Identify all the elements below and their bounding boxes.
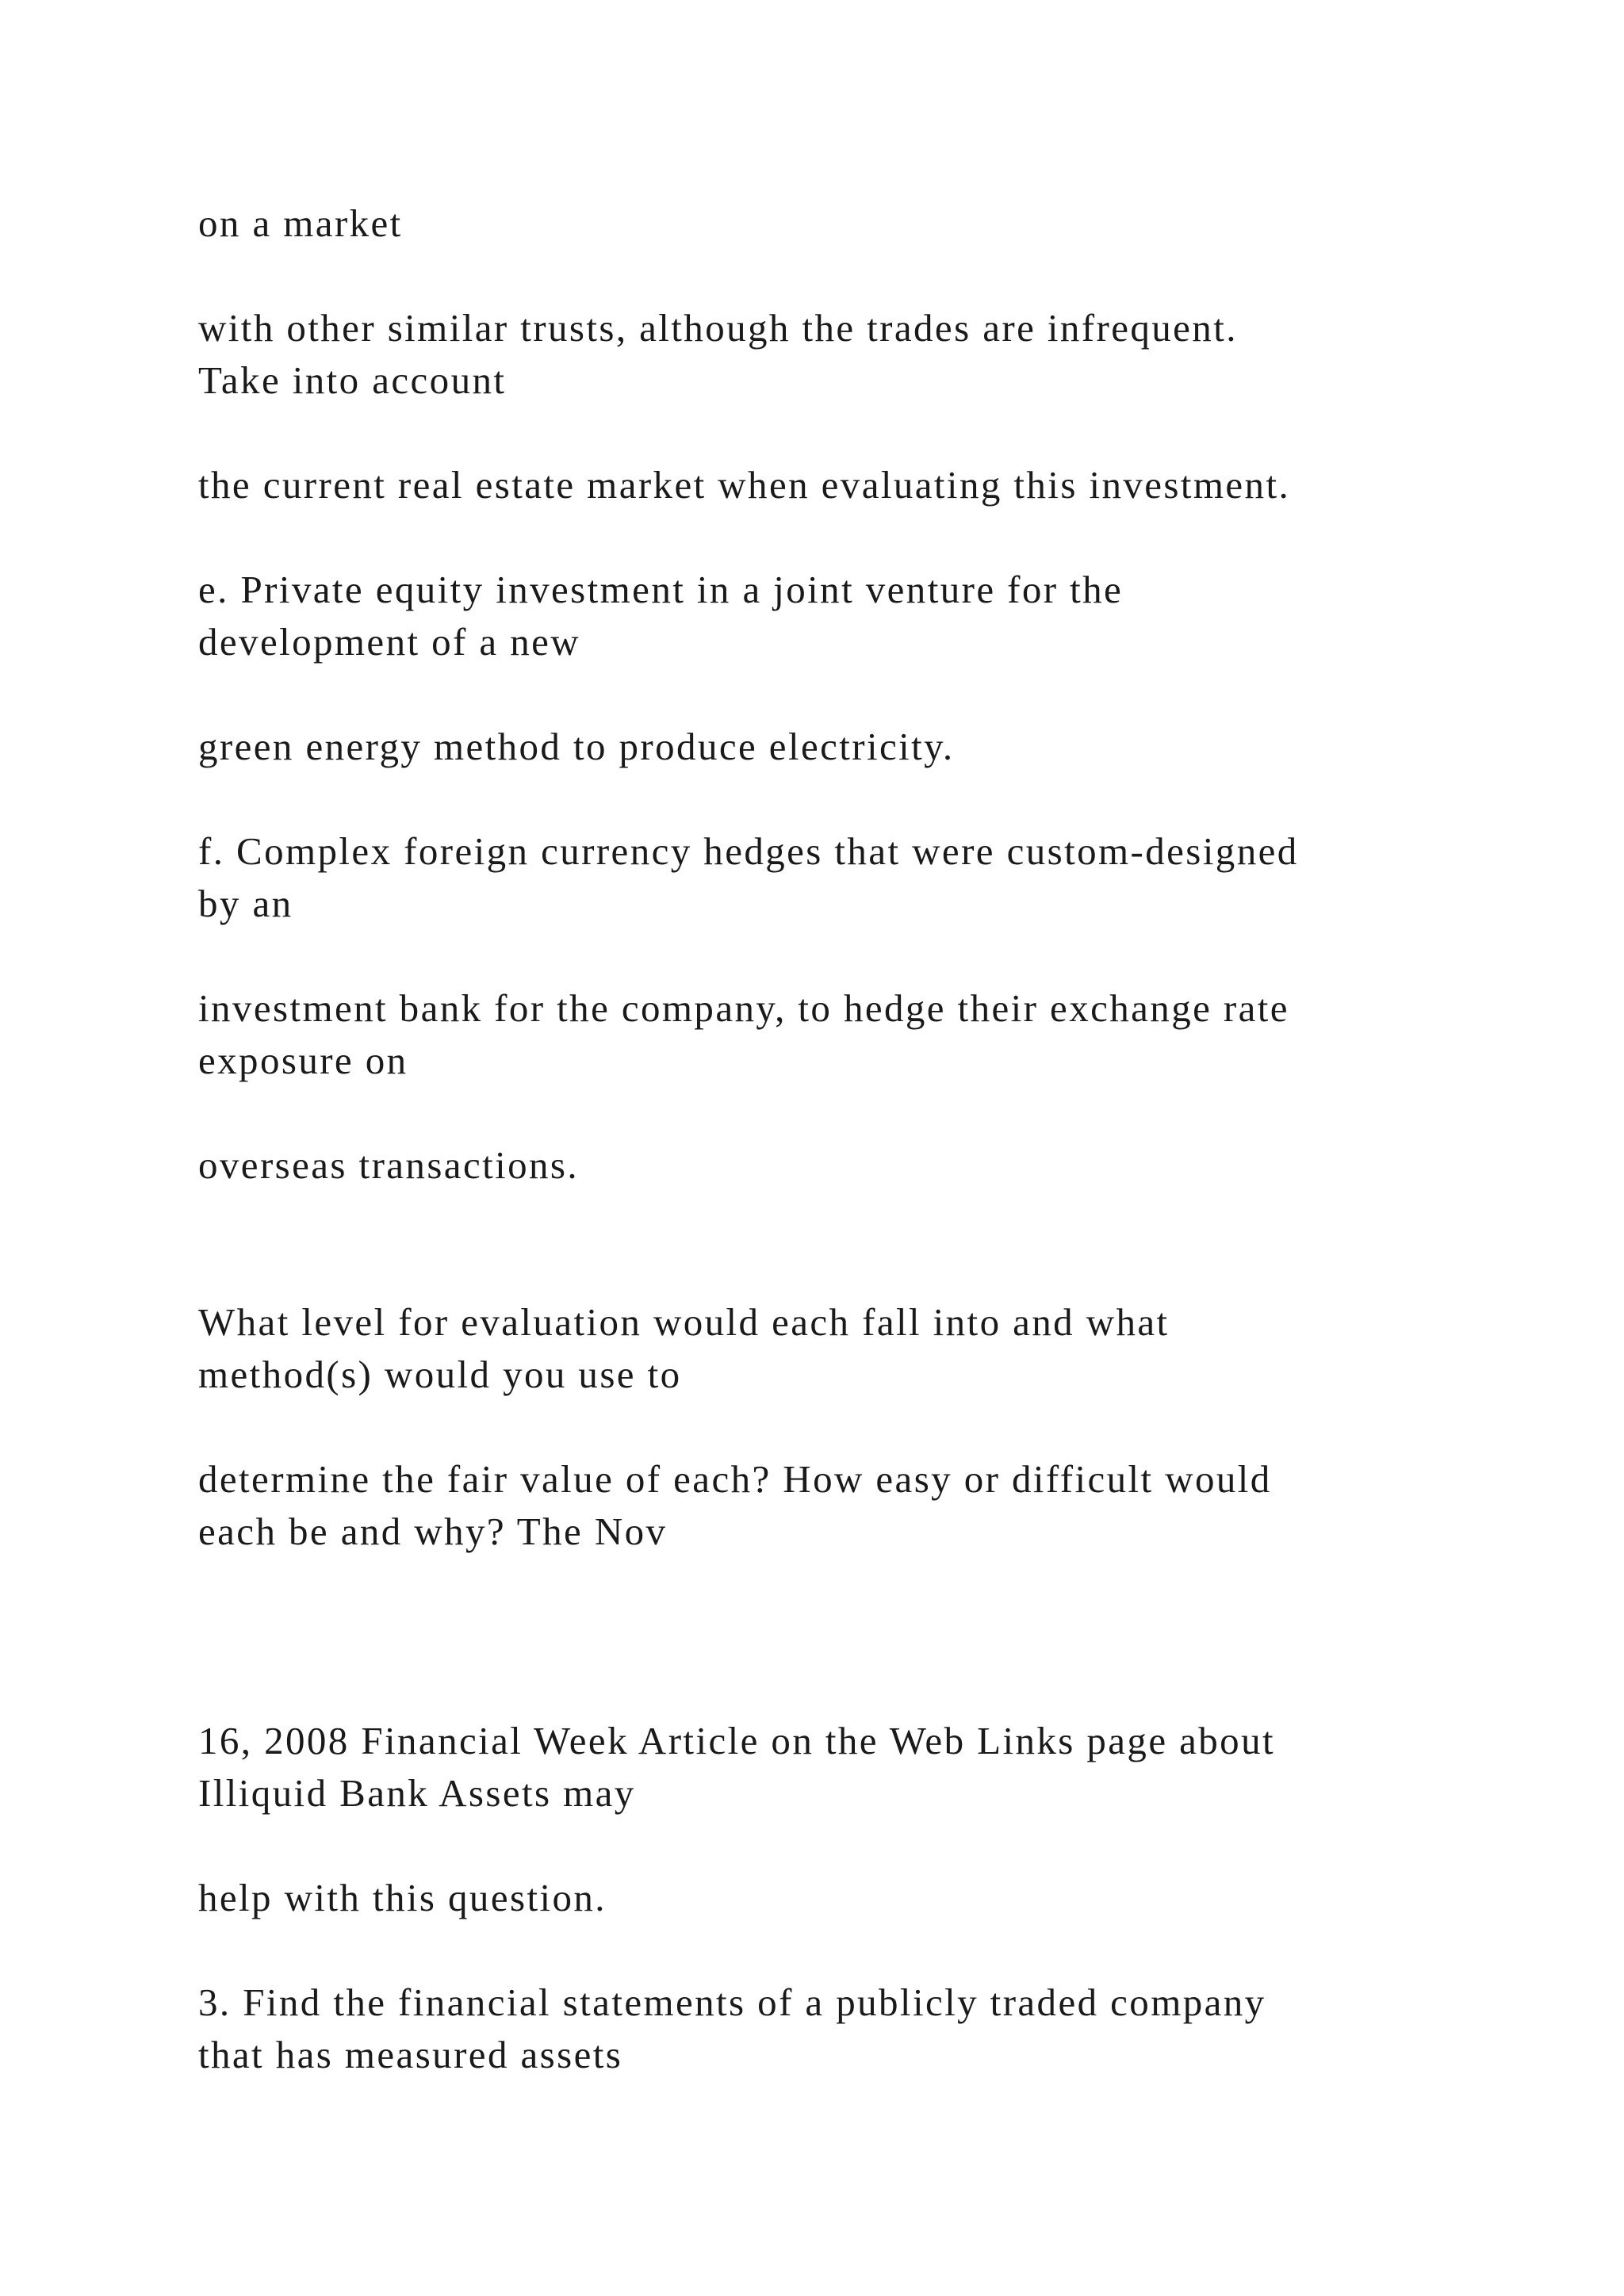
- text-line: by an: [198, 882, 293, 925]
- text-line: on a market: [198, 201, 403, 245]
- text-line: Take into account: [198, 358, 507, 402]
- text-line: 16, 2008 Financial Week Article on the Web Links page about: [198, 1719, 1275, 1762]
- text-line: determine the fair value of each? How easy or difficult would: [198, 1457, 1272, 1501]
- text-line: Illiquid Bank Assets may: [198, 1771, 636, 1815]
- text-line: 3. Find the financial statements of a publicly traded company: [198, 1980, 1266, 2024]
- text-line: each be and why? The Nov: [198, 1510, 668, 1553]
- text-line: help with this question.: [198, 1876, 607, 1919]
- text-line: development of a new: [198, 620, 581, 664]
- text-line: with other similar trusts, although the trades are infrequent.: [198, 306, 1238, 350]
- text-line: overseas transactions.: [198, 1143, 580, 1187]
- text-line: green energy method to produce electricity.: [198, 725, 955, 768]
- text-line: investment bank for the company, to hedge their exchange rate: [198, 986, 1289, 1030]
- text-line: exposure on: [198, 1039, 408, 1082]
- text-line: f. Complex foreign currency hedges that were custom-designed: [198, 829, 1299, 873]
- text-line: e. Private equity investment in a joint venture for the: [198, 568, 1124, 611]
- text-line: the current real estate market when evaluating this investment.: [198, 463, 1291, 507]
- text-line: What level for evaluation would each fall into and what: [198, 1300, 1170, 1344]
- text-line: that has measured assets: [198, 2033, 623, 2076]
- text-line: method(s) would you use to: [198, 1353, 682, 1396]
